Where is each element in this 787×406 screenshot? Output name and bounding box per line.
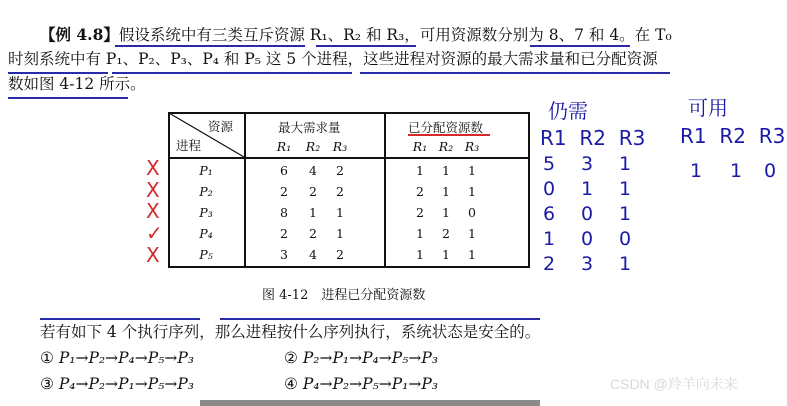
underline-2 bbox=[316, 45, 416, 47]
max-value: 6 bbox=[280, 163, 288, 178]
underline-4 bbox=[8, 72, 108, 74]
alloc-col-r2: R₂ bbox=[438, 139, 454, 154]
alloc-value: 2 bbox=[442, 226, 450, 241]
table-caption: 图 4-12 进程已分配资源数 bbox=[262, 288, 426, 303]
max-value: 2 bbox=[280, 184, 288, 199]
alloc-value: 0 bbox=[468, 205, 476, 220]
max-value: 2 bbox=[309, 226, 317, 241]
need-values bbox=[543, 152, 631, 277]
max-col-r1: R₁ bbox=[276, 139, 292, 154]
question-text: 若有如下 4 个执行序列，那么进程按什么序列执行，系统状态是安全的。 bbox=[40, 323, 541, 341]
row-mark: X bbox=[146, 199, 160, 223]
max-value: 2 bbox=[336, 163, 344, 178]
max-value: 8 bbox=[280, 205, 288, 220]
option-4: ④ P₄→P₂→P₅→P₁→P₃ bbox=[284, 375, 439, 393]
max-value: 1 bbox=[336, 226, 344, 241]
need-title: 仍需 bbox=[548, 99, 588, 123]
process-label: P₂ bbox=[199, 184, 213, 199]
need-headers: R1 R2 R3 bbox=[540, 126, 646, 150]
alloc-value: 2 bbox=[416, 184, 424, 199]
need-row: 0 1 1 bbox=[543, 178, 632, 200]
bottom-scrollbar[interactable] bbox=[200, 400, 540, 406]
alloc-value: 1 bbox=[416, 226, 424, 241]
process-label: P₅ bbox=[199, 247, 213, 262]
max-value: 1 bbox=[336, 205, 344, 220]
underline-5 bbox=[112, 72, 352, 74]
alloc-value: 2 bbox=[416, 205, 424, 220]
option-3: ③ P₄→P₂→P₁→P₅→P₃ bbox=[40, 375, 195, 393]
need-row: 1 0 0 bbox=[543, 228, 632, 250]
need-row: 5 3 1 bbox=[543, 153, 632, 175]
question-underline-1 bbox=[40, 318, 200, 320]
problem-line-2: 时刻系统中有 P₁、P₂、P₃、P₄ 和 P₅ 这 5 个进程，这些进程对资源的最大需求量和已分配资源 bbox=[8, 50, 658, 68]
csdn-watermark: CSDN @羚羊向未来 bbox=[610, 376, 738, 392]
row-mark: X bbox=[146, 156, 160, 180]
max-value: 3 bbox=[280, 247, 288, 262]
max-value: 2 bbox=[280, 226, 288, 241]
problem-text-1: 假设系统中有三类互斥资源 R₁、R₂ 和 R₃，可用资源数分别为 8、7 和 4。在 T₀ bbox=[118, 26, 672, 44]
need-row: 2 3 1 bbox=[543, 253, 632, 275]
watermark-top: ssoll bbox=[735, 10, 758, 22]
alloc-value: 1 bbox=[416, 247, 424, 262]
avail-title: 可用 bbox=[688, 96, 728, 120]
example-tag: 【例 4.8】 bbox=[40, 25, 119, 44]
underline-7 bbox=[8, 97, 128, 99]
process-label: P₁ bbox=[199, 163, 213, 178]
max-header: 最大需求量 bbox=[278, 120, 341, 135]
process-label: P₄ bbox=[199, 226, 213, 241]
alloc-header-underline bbox=[408, 134, 490, 136]
resource-table bbox=[168, 112, 530, 268]
avail-values: 1 1 0 bbox=[690, 160, 777, 182]
underline-6 bbox=[360, 72, 670, 74]
alloc-value: 1 bbox=[468, 226, 476, 241]
max-value: 2 bbox=[309, 184, 317, 199]
alloc-value: 1 bbox=[442, 184, 450, 199]
max-col-r3: R₃ bbox=[332, 139, 348, 154]
alloc-value: 1 bbox=[468, 184, 476, 199]
alloc-col-r1: R₁ bbox=[412, 139, 428, 154]
max-value: 2 bbox=[336, 184, 344, 199]
max-value: 4 bbox=[309, 247, 317, 262]
alloc-value: 1 bbox=[442, 205, 450, 220]
need-row: 6 0 1 bbox=[543, 203, 632, 225]
max-value: 4 bbox=[309, 163, 317, 178]
underline-3 bbox=[530, 45, 630, 47]
problem-line-3: 数如图 4-12 所示。 bbox=[8, 75, 146, 93]
option-2: ② P₂→P₁→P₄→P₅→P₃ bbox=[284, 349, 439, 367]
row-mark: X bbox=[146, 243, 160, 267]
alloc-header: 已分配资源数 bbox=[408, 120, 484, 135]
alloc-value: 1 bbox=[468, 163, 476, 178]
max-value: 2 bbox=[336, 247, 344, 262]
avail-headers: R1 R2 R3 bbox=[680, 124, 786, 148]
row-mark: ✓ bbox=[146, 221, 163, 245]
question-underline-2 bbox=[220, 318, 540, 320]
alloc-value: 1 bbox=[468, 247, 476, 262]
corner-top-label: 资源 bbox=[208, 119, 234, 134]
option-1: ① P₁→P₂→P₄→P₅→P₃ bbox=[40, 349, 195, 367]
max-value: 1 bbox=[309, 205, 317, 220]
max-col-r2: R₂ bbox=[305, 139, 321, 154]
process-label: P₃ bbox=[199, 205, 213, 220]
alloc-col-r3: R₃ bbox=[464, 139, 480, 154]
row-mark: X bbox=[146, 178, 160, 202]
corner-bottom-label: 进程 bbox=[176, 138, 202, 153]
underline-1 bbox=[115, 45, 305, 47]
alloc-value: 1 bbox=[442, 163, 450, 178]
alloc-value: 1 bbox=[416, 163, 424, 178]
alloc-value: 1 bbox=[442, 247, 450, 262]
